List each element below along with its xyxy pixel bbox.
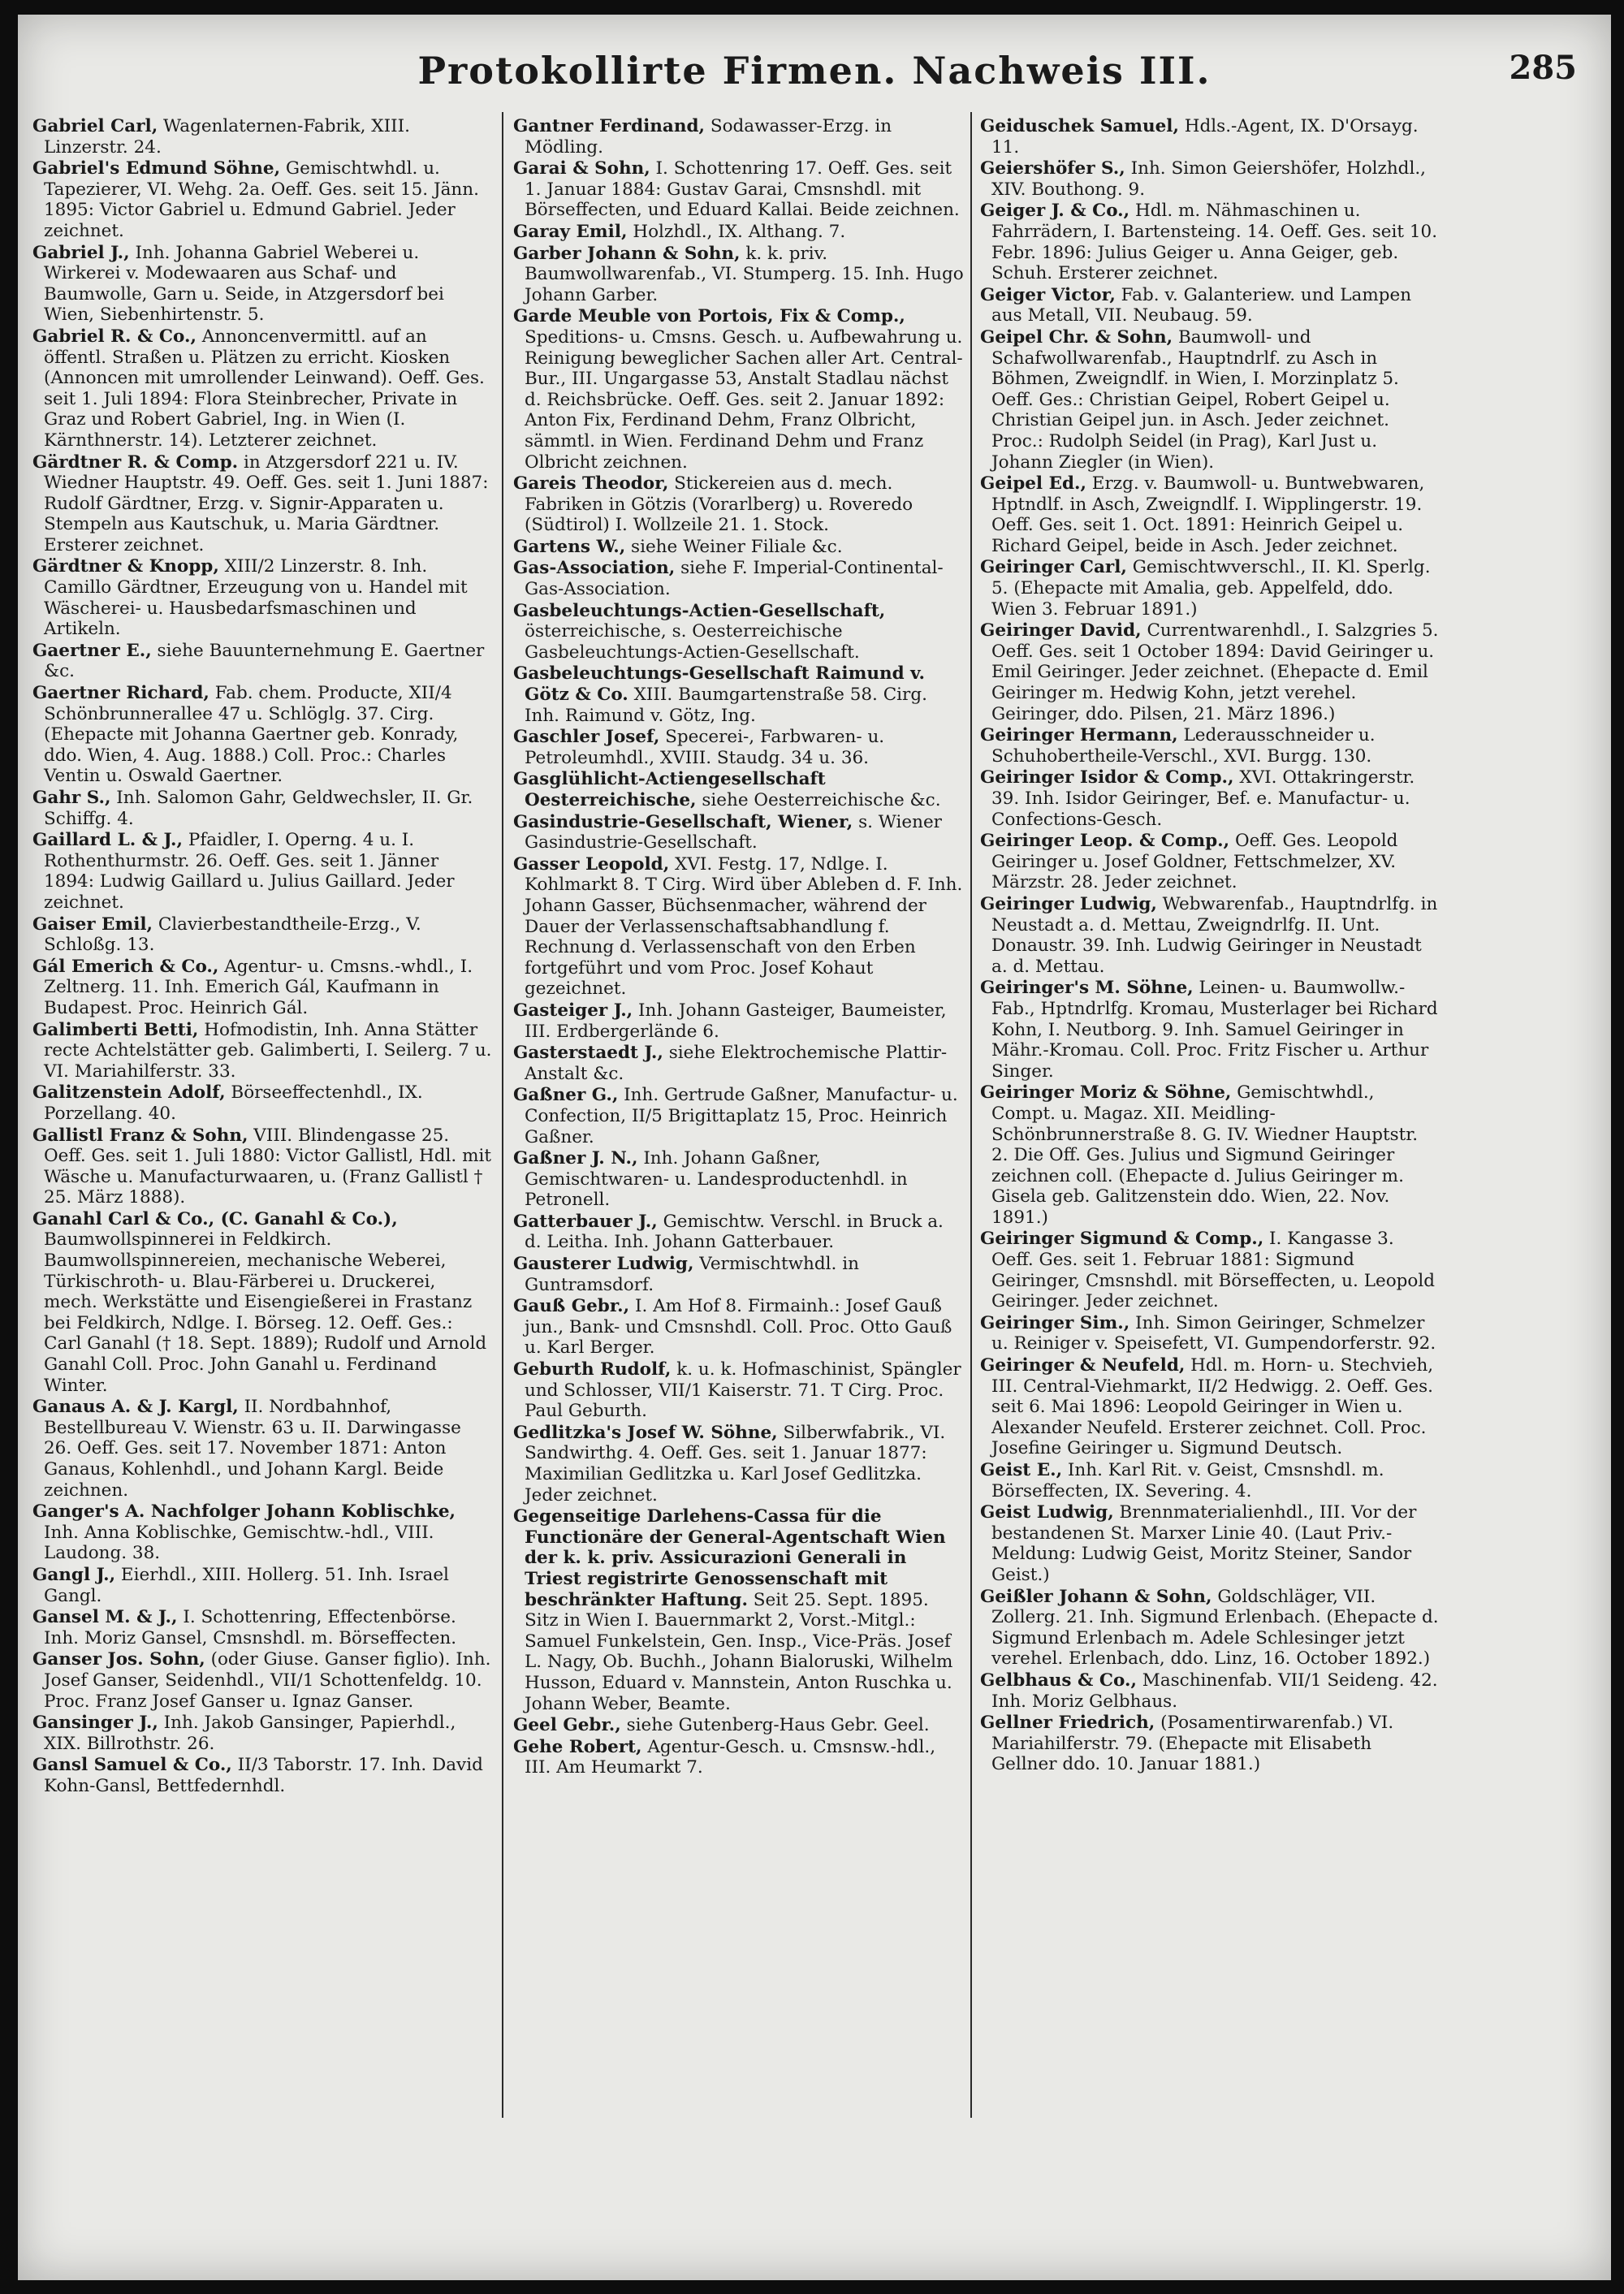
firm-details: Inh. Jakob Gansinger, Papierhdl., XIX. Billrothstr. 26. — [44, 1713, 456, 1754]
firm-name: Gangl J., — [32, 1564, 116, 1585]
firm-entry — [513, 537, 964, 558]
firm-name: Gaschler Josef, — [513, 727, 660, 748]
firm-entry — [32, 1397, 492, 1501]
firm-entry — [980, 725, 1439, 767]
firm-details: Wagenlaternen-Fabrik, XIII. Linzerstr. 24. — [44, 116, 410, 158]
firm-entry — [513, 558, 964, 599]
firm-entry — [513, 116, 964, 158]
firm-entry — [980, 1313, 1439, 1354]
firm-entry — [980, 1355, 1439, 1459]
firm-details: Hdl. m. Horn- u. Stechvieh, III. Central-Viehmarkt, II/2 Hedwigg. 2. Oeff. Ges. seit 6. Mai 1896: Leopold Geiringer in Wien u. Alexander Neufeld. Ersterer zeichnet. Coll. Proc. Josefine Geiringer u. Sigmund Deutsch. — [991, 1355, 1434, 1459]
page-header — [18, 49, 1611, 97]
firm-entry — [980, 831, 1439, 893]
firm-details: Brennmaterialienhdl., III. Vor der bestandenen St. Marxer Linie 40. (Laut Priv.-Meldung: Ludwig Geist, Moritz Steiner, Sandor Geist.) — [991, 1502, 1417, 1585]
firm-details: Lederausschneider u. Schuhobertheile-Verschl., XVI. Burgg. 130. — [991, 725, 1376, 767]
firm-name: Gaiser Emil, — [32, 914, 153, 935]
firm-details: Baumwollspinnerei in Feldkirch. Baumwollspinnereien, mechanische Weberei, Türkischroth- u. Blau-Färberei u. Druckerei, mech. Werkstätte und Eisengießerei in Frastanz bei Feldkirch, Ndlge. I. Börseg. 12. Oeff. Ges.: Carl Ganahl († 18. Sept. 1889); Rudolf und Arnold Ganahl Coll. Proc. John Ganahl u. Ferdinand Winter. — [44, 1229, 487, 1396]
firm-entry — [513, 1296, 964, 1359]
firm-entry — [513, 1148, 964, 1211]
firm-entry — [513, 306, 964, 473]
firm-details: Silberwfabrik., VI. Sandwirthg. 4. Oeff. Ges. seit 1. Januar 1877: Maximilian Gedlitzka u. Karl Josef Gedlitzka. Jeder zeichnet. — [525, 1422, 946, 1506]
firm-details: II. Nordbahnhof, Bestellbureau V. Wienstr. 63 u. II. Darwingasse 26. Oeff. Ges. seit 17. November 1871: Anton Ganaus, Kohlenhdl., und Johann Kargl. Beide zeichnen. — [44, 1397, 461, 1501]
firm-details: II/3 Taborstr. 17. Inh. David Kohn-Gansl, Bettfedernhdl. — [44, 1755, 483, 1796]
firm-name: Geiringer's M. Söhne, — [980, 978, 1194, 999]
firm-name: Gas-Association, — [513, 558, 676, 579]
firm-details: XIII. Baumgartenstraße 58. Cirg. Inh. Raimund v. Götz, Ing. — [525, 685, 927, 726]
firm-details: Clavierbestandtheile-Erzg., V. Schloßg. 13. — [44, 914, 421, 956]
firm-entry — [32, 641, 492, 682]
firm-entry — [32, 683, 492, 787]
firm-name: Gedlitzka's Josef W. Söhne, — [513, 1422, 778, 1443]
firm-details: Inh. Karl Rit. v. Geist, Cmsnshdl. m. Börseffecten, IX. Severing. 4. — [991, 1460, 1384, 1501]
firm-entry — [513, 473, 964, 536]
firm-name: Garai & Sohn, — [513, 158, 650, 179]
firm-details: Baumwoll- und Schafwollwarenfab., Hauptndrlf. zu Asch in Böhmen, Zweigndlf. in Wien, I. Morzinplatz 5. Oeff. Ges.: Christian Geipel, Robert Geipel u. Christian Geipel jun. in Asch. Jeder zeichnet. Proc.: Rudolph Seidel (in Prag), Karl Just u. Johann Ziegler (in Wien). — [991, 326, 1399, 473]
firm-details: Inh. Johann Gasteiger, Baumeister, III. Erdbergerlände 6. — [525, 1000, 947, 1042]
firm-name: Gansel M. & J., — [32, 1607, 178, 1628]
firm-entry — [513, 158, 964, 221]
firm-details: österreichische, s. Oesterreichische Gasbeleuchtungs-Actien-Gesellschaft. — [525, 621, 860, 663]
firm-details: (oder Giuse. Ganser figlio). Inh. Josef Ganser, Seidenhdl., VII/1 Schottenfeldg. 10. Proc. Franz Josef Ganser u. Ignaz Ganser. — [44, 1649, 491, 1712]
firm-name: Geburth Rudolf, — [513, 1359, 672, 1380]
firm-name: Garde Meuble von Portois, Fix & Comp., — [513, 306, 905, 327]
firm-name: Gaßner G., — [513, 1085, 619, 1106]
firm-name: Geiringer Isidor & Comp., — [980, 767, 1234, 788]
firm-details: VIII. Blindengasse 25. Oeff. Ges. seit 1. Juli 1880: Victor Gallistl, Hdl. mit Wäsche u. Manufacturwaaren, u. (Franz Gallistl † 25. März 1888). — [44, 1125, 491, 1208]
firm-entry — [980, 1082, 1439, 1228]
firm-details: Hdls.-Agent, IX. D'Orsayg. 11. — [991, 116, 1419, 158]
firm-entry — [32, 1713, 492, 1754]
firm-entry — [32, 914, 492, 956]
firm-details: Inh. Johanna Gabriel Weberei u. Wirkerei v. Modewaaren aus Schaf- und Baumwolle, Garn u. Seide, in Atzgersdorf bei Wien, Siebenhirtenstr. 5. — [44, 242, 444, 326]
firm-entry — [32, 1755, 492, 1796]
firm-name: Gatterbauer J., — [513, 1211, 658, 1232]
column-rule — [502, 112, 503, 2118]
firm-name: Garber Johann & Sohn, — [513, 243, 741, 264]
firm-details: I. Schottenring 17. Oeff. Ges. seit 1. Januar 1884: Gustav Garai, Cmsnshdl. mit Börseffecten, und Eduard Kallai. Beide zeichnen. — [525, 158, 960, 221]
firm-name: Ganaus A. & J. Kargl, — [32, 1397, 239, 1418]
firm-details: Goldschläger, VII. Zollerg. 21. Inh. Sigmund Erlenbach. (Ehepacte d. Sigmund Erlenbach m. Adele Schlesinger jetzt verehel. Erlenbach, ddo. Linz, 16. October 1892.) — [991, 1586, 1439, 1670]
firm-name: Gauß Gebr., — [513, 1296, 630, 1317]
firm-name: Ganahl Carl & Co., (C. Ganahl & Co.), — [32, 1208, 398, 1229]
firm-name: Geel Gebr., — [513, 1715, 621, 1736]
firm-entry — [32, 1607, 492, 1648]
firm-details: siehe Bauunternehmung E. Gaertner &c. — [44, 640, 485, 682]
firm-details: Oeff. Ges. Leopold Geiringer u. Josef Goldner, Fettschmelzer, XV. Märzstr. 28. Jeder zeichnet. — [991, 831, 1398, 893]
firm-details: Sodawasser-Erzg. in Mödling. — [525, 116, 892, 158]
firm-entry — [32, 1082, 492, 1124]
firm-details: k. u. k. Hofmaschinist, Spängler und Schlosser, VII/1 Kaiserstr. 71. T Cirg. Proc. Paul Geburth. — [525, 1359, 961, 1422]
firm-details: Currentwarenhdl., I. Salzgries 5. Oeff. Ges. seit 1 October 1894: David Geiringer u. Emil Geiringer. Jeder zeichnet. (Ehepacte d. Emil Geiringer m. Hedwig Kohn, jetzt verehel. Geiringer, ddo. Pilsen, 21. März 1896.) — [991, 620, 1439, 724]
firm-name: Gallistl Franz & Sohn, — [32, 1125, 248, 1146]
firm-name: Gartens W., — [513, 536, 626, 557]
firm-details: siehe Weiner Filiale &c. — [625, 536, 843, 557]
firm-details: siehe Elektrochemische Plattir-Anstalt &c. — [525, 1043, 948, 1084]
firm-name: Geiger J. & Co., — [980, 201, 1130, 222]
firm-entry — [32, 830, 492, 913]
firm-details: I. Kangasse 3. Oeff. Ges. seit 1. Februar 1881: Sigmund Geiringer, Cmsnshdl. mit Börseffecten, u. Leopold Geiringer. Jeder zeichnet. — [991, 1229, 1435, 1312]
firm-name: Gelbhaus & Co., — [980, 1670, 1137, 1691]
firm-name: Gaillard L. & J., — [32, 830, 184, 851]
firm-name: Garay Emil, — [513, 221, 628, 242]
firm-entry — [32, 1020, 492, 1082]
firm-name: Gasteiger J., — [513, 1000, 633, 1021]
firm-details: Fab. v. Galanteriew. und Lampen aus Metall, VII. Neubaug. 59. — [991, 284, 1412, 326]
firm-name: Geipel Ed., — [980, 473, 1086, 495]
firm-name: Geiringer Leop. & Comp., — [980, 831, 1230, 852]
firm-details: Vermischtwhdl. in Guntramsdorf. — [525, 1254, 859, 1295]
firm-entry — [980, 978, 1439, 1082]
firm-entry — [980, 1670, 1439, 1712]
firm-details: Webwarenfab., Hauptndrlfg. in Neustadt a. d. Mettau, Zweigndrlfg. II. Unt. Donaustr. 39. Inh. Ludwig Geiringer in Neustadt a. d. Mettau. — [991, 893, 1438, 977]
firm-entry — [980, 1713, 1439, 1775]
firm-name: Geiger Victor, — [980, 284, 1116, 305]
firm-name: Gasser Leopold, — [513, 853, 670, 875]
firm-entry — [513, 1254, 964, 1295]
firm-name: Gareis Theodor, — [513, 473, 669, 495]
firm-entry — [32, 326, 492, 451]
firm-details: Specerei-, Farbwaren- u. Petroleumhdl., XVIII. Staudg. 34 u. 36. — [525, 727, 885, 768]
firm-entry — [980, 767, 1439, 830]
firm-details: Inh. Anna Koblischke, Gemischtw.-hdl., VIII. Laudong. 38. — [44, 1522, 434, 1564]
firm-details: Fab. chem. Producte, XII/4 Schönbrunnerallee 47 u. Schlöglg. 37. Cirg. (Ehepacte mit Johanna Gaertner geb. Konrady, ddo. Wien, 4. Aug. 1888.) Coll. Proc.: Charles Ventin u. Oswald Gaertner. — [44, 683, 459, 787]
firm-name: Geiringer Carl, — [980, 557, 1127, 578]
firm-name: Geißler Johann & Sohn, — [980, 1586, 1212, 1607]
firm-details: siehe Oesterreichische &c. — [696, 790, 941, 810]
firm-entry — [32, 788, 492, 829]
firm-details: Holzhdl., IX. Althang. 7. — [627, 221, 846, 242]
column-left — [32, 116, 492, 2219]
firm-details: Erzg. v. Baumwoll- u. Buntwebwaren, Hptndlf. in Asch, Zweigndlf. I. Wipplingerstr. 19. Oeff. Ges. seit 1. Oct. 1891: Heinrich Geipel u. Richard Geipel, beide in Asch. Jeder zeichnet. — [991, 473, 1425, 556]
firm-name: Ganger's A. Nachfolger Johann Koblischke, — [32, 1501, 456, 1523]
firm-details: Inh. Salomon Gahr, Geldwechsler, II. Gr. Schiffg. 4. — [44, 788, 473, 829]
firm-entry — [980, 327, 1439, 473]
firm-entry — [32, 1501, 492, 1564]
firm-entry — [513, 1000, 964, 1042]
firm-name: Gaßner J. N., — [513, 1148, 638, 1169]
firm-entry — [513, 663, 964, 726]
firm-name: Gasterstaedt J., — [513, 1043, 663, 1064]
firm-entry — [980, 1460, 1439, 1501]
firm-details: Agentur-Gesch. u. Cmsnsw.-hdl., III. Am Heumarkt 7. — [525, 1736, 936, 1778]
firm-name: Geipel Chr. & Sohn, — [980, 326, 1173, 348]
firm-name: Geiringer Sim., — [980, 1312, 1130, 1333]
firm-name: Gansl Samuel & Co., — [32, 1755, 232, 1776]
firm-name: Galimberti Betti, — [32, 1019, 199, 1040]
firm-entry — [980, 473, 1439, 556]
firm-entry — [513, 222, 964, 243]
firm-entry — [32, 556, 492, 639]
page-number: 285 — [1509, 49, 1577, 87]
firm-details: Maschinenfab. VII/1 Seideng. 42. Inh. Moriz Gelbhaus. — [991, 1670, 1438, 1712]
firm-entry — [513, 601, 964, 663]
firm-details: in Atzgersdorf 221 u. IV. Wiedner Hauptstr. 49. Oeff. Ges. seit 1. Juni 1887: Rudolf Gärdtner, Erzg. v. Signir-Apparaten u. Stempeln aus Kautschuk, u. Maria Gärdtner. Ersterer zeichnet. — [44, 451, 489, 555]
firm-name: Gehe Robert, — [513, 1736, 642, 1757]
firm-entry — [980, 285, 1439, 326]
firm-name: Gasbeleuchtungs-Gesellschaft Raimund v. Götz & Co. — [513, 663, 925, 706]
page-title: Protokollirte Firmen. Nachweis III. — [417, 49, 1212, 93]
firm-name: Geiringer Moriz & Söhne, — [980, 1082, 1232, 1104]
firm-name: Gahr S., — [32, 788, 111, 808]
firm-entry — [513, 769, 964, 810]
firm-details: Gemischtwverschl., II. Kl. Sperlg. 5. (Ehepacte mit Amalia, geb. Appelfeld, ddo. Wien 3. Februar 1891.) — [991, 557, 1431, 620]
firm-details: Stickereien aus d. mech. Fabriken in Götzis (Vorarlberg) u. Roveredo (Südtirol) I. Wollzeile 21. 1. Stock. — [525, 473, 914, 536]
firm-details: XVI. Ottakringerstr. 39. Inh. Isidor Geiringer, Bef. e. Manufactur- u. Confections-Gesch. — [991, 767, 1415, 830]
firm-name: Gantner Ferdinand, — [513, 116, 705, 136]
firm-entry — [513, 1506, 964, 1714]
firm-name: Geiringer Ludwig, — [980, 893, 1157, 914]
firm-details: siehe Gutenberg-Haus Gebr. Geel. — [620, 1715, 930, 1736]
firm-name: Geiringer & Neufeld, — [980, 1355, 1186, 1376]
firm-name: Geiringer David, — [980, 620, 1142, 642]
firm-entry — [980, 201, 1439, 283]
firm-entry — [980, 1502, 1439, 1585]
firm-details: siehe F. Imperial-Continental-Gas-Association. — [525, 558, 944, 600]
firm-name: Gausterer Ludwig, — [513, 1254, 694, 1275]
firm-name: Gärdtner & Knopp, — [32, 556, 219, 577]
firm-entry — [32, 452, 492, 556]
firm-entry — [980, 557, 1439, 620]
firm-name: Gasindustrie-Gesellschaft, Wiener, — [513, 811, 853, 832]
firm-entry — [980, 1587, 1439, 1670]
column-rule — [970, 112, 972, 2118]
firm-name: Geiduschek Samuel, — [980, 116, 1179, 136]
firm-name: Geiringer Sigmund & Comp., — [980, 1229, 1264, 1250]
firm-entry — [32, 1209, 492, 1396]
firm-details: Annoncenvermittl. auf an öffentl. Straßen u. Plätzen zu erricht. Kiosken (Annoncen mit umrollender Leinwand). Oeff. Ges. seit 1. Juli 1894: Flora Steinbrecher, Private in Graz und Robert Gabriel, Ing. in Wien (I. Kärnthnerstr. 14). Letzterer zeichnet. — [44, 326, 485, 451]
firm-entry — [32, 158, 492, 241]
firm-entry — [32, 243, 492, 326]
firm-details: Seit 25. Sept. 1895. Sitz in Wien I. Bauernmarkt 2, Vorst.-Mitgl.: Samuel Funkelstein, Gen. Insp., Vice-Präs. Josef L. Nagy, Ob. Buchh., Johann Bialoruski, Wilhelm Husson, Eduard v. Mannstein, Anton Ruschka u. Johann Weber, Beamte. — [525, 1589, 953, 1714]
firm-details: s. Wiener Gasindustrie-Gesellschaft. — [525, 811, 942, 853]
firm-entry — [513, 727, 964, 768]
firm-entry — [513, 1043, 964, 1084]
firm-details: Inh. Simon Geiershöfer, Holzhdl., XIV. Bouthong. 9. — [991, 158, 1426, 200]
firm-name: Gasbeleuchtungs-Actien-Gesellschaft, — [513, 600, 886, 621]
firm-details: Pfaidler, I. Operng. 4 u. I. Rothenthurmstr. 26. Oeff. Ges. seit 1. Jänner 1894: Ludwig Gaillard u. Julius Gaillard. Jeder zeichnet. — [44, 830, 455, 913]
firm-details: Leinen- u. Baumwollw.-Fab., Hptndrlfg. Kromau, Musterlager bei Richard Kohn, I. Neutborg. 9. Inh. Samuel Geiringer in Mähr.-Kromau. Coll. Proc. Fritz Fischer u. Arthur Singer. — [991, 978, 1438, 1082]
column-right — [980, 116, 1439, 2219]
firm-name: Gansinger J., — [32, 1713, 158, 1734]
firm-name: Gaertner E., — [32, 640, 152, 661]
firm-details: Börseeffectenhdl., IX. Porzellang. 40. — [44, 1082, 423, 1124]
firm-name: Ganser Jos. Sohn, — [32, 1649, 205, 1670]
firm-entry — [32, 1649, 492, 1712]
firm-entry — [513, 1212, 964, 1253]
firm-name: Gabriel J., — [32, 242, 130, 263]
firm-details: XIII/2 Linzerstr. 8. Inh. Camillo Gärdtner, Erzeugung von u. Handel mit Wäscherei- u. Hausbedarfsmaschinen und Artikeln. — [44, 556, 468, 640]
firm-entry — [513, 812, 964, 853]
firm-name: Geist E., — [980, 1460, 1063, 1480]
firm-entry — [513, 1085, 964, 1147]
firm-details: XVI. Festg. 17, Ndlge. I. Kohlmarkt 8. T Cirg. Wird über Ableben d. F. Inh. Johann Gasser, Büchsenmacher, während der Dauer der Verlassenschaftsabhandlung f. Rechnung d. Verlassenschaft von den Erben fortgeführt und vom Proc. Josef Kohaut gezeichnet. — [525, 853, 963, 1000]
firm-entry — [980, 894, 1439, 977]
firm-entry — [513, 1423, 964, 1506]
firm-entry — [32, 1565, 492, 1606]
firm-details: Agentur- u. Cmsns.-whdl., I. Zeltnerg. 11. Inh. Emerich Gál, Kaufmann in Budapest. Proc. Heinrich Gál. — [44, 956, 473, 1018]
firm-name: Gabriel Carl, — [32, 116, 158, 136]
firm-details: Inh. Simon Geiringer, Schmelzer u. Reiniger v. Speisefett, VI. Gumpendorferstr. 92. — [991, 1312, 1436, 1354]
firm-details: Inh. Gertrude Gaßner, Manufactur- u. Confection, II/5 Brigittaplatz 15, Proc. Heinrich Gaßner. — [525, 1085, 958, 1147]
firm-name: Galitzenstein Adolf, — [32, 1082, 226, 1104]
firm-details: Hofmodistin, Inh. Anna Stätter recte Achtelstätter geb. Galimberti, I. Seilerg. 7 u. VI. Mariahilferstr. 33. — [44, 1019, 492, 1082]
firm-name: Gegenseitige Darlehens-Cassa für die Functionäre der General-Agentschaft Wien der k. k. priv. Assicurazioni Generali in Triest registrirte Genossenschaft mit beschränkter Haftung. — [513, 1506, 946, 1610]
firm-entry — [980, 620, 1439, 724]
firm-entry — [513, 1715, 964, 1736]
firm-name: Geiershöfer S., — [980, 158, 1125, 179]
column-middle — [513, 116, 964, 2219]
firm-details: Hdl. m. Nähmaschinen u. Fahrrädern, I. Bartensteing. 14. Oeff. Ges. seit 10. Febr. 1896: Julius Geiger u. Anna Geiger, geb. Schuh. Ersterer zeichnet. — [991, 201, 1438, 284]
firm-details: I. Schottenring, Effectenbörse. Inh. Moriz Gansel, Cmsnshdl. m. Börseffecten. — [44, 1607, 457, 1648]
firm-entry — [32, 116, 492, 158]
firm-name: Gabriel R. & Co., — [32, 326, 197, 347]
firm-details: Gemischtw. Verschl. in Bruck a. d. Leitha. Inh. Johann Gatterbauer. — [525, 1211, 944, 1253]
firm-entry — [513, 1359, 964, 1422]
firm-entry — [513, 854, 964, 1000]
firm-name: Gaertner Richard, — [32, 683, 209, 704]
firm-details: Eierhdl., XIII. Hollerg. 51. Inh. Israel Gangl. — [44, 1564, 449, 1606]
firm-details: k. k. priv. Baumwollwarenfab., VI. Stumperg. 15. Inh. Hugo Johann Garber. — [525, 243, 964, 305]
firm-entry — [513, 244, 964, 306]
firm-name: Geiringer Hermann, — [980, 725, 1178, 746]
firm-details: Inh. Johann Gaßner, Gemischtwaren- u. Landesproductenhdl. in Petronell. — [525, 1148, 908, 1211]
firm-entry — [513, 1737, 964, 1778]
firm-details: I. Am Hof 8. Firmainh.: Josef Gauß jun., Bank- und Cmsnshdl. Coll. Proc. Otto Gauß u. Karl Berger. — [525, 1296, 952, 1359]
firm-name: Geist Ludwig, — [980, 1502, 1114, 1523]
firm-entry — [980, 158, 1439, 200]
firm-entry — [980, 1229, 1439, 1311]
firm-name: Gellner Friedrich, — [980, 1713, 1155, 1734]
firm-entry — [32, 1125, 492, 1208]
firm-details: Gemischtwhdl., Compt. u. Magaz. XII. Meidling-Schönbrunnerstraße 8. G. IV. Wiedner Hauptstr. 2. Die Off. Ges. Julius und Sigmund Geiringer zeichnen coll. (Ehepacte d. Julius Geiringer m. Gisela geb. Galitzenstein ddo. Wien, 22. Nov. 1891.) — [991, 1082, 1419, 1228]
firm-name: Gärdtner R. & Comp. — [32, 451, 239, 473]
directory-page — [18, 15, 1611, 2280]
firm-details: (Posamentirwarenfab.) VI. Mariahilferstr. 79. (Ehepacte mit Elisabeth Gellner ddo. 10. Januar 1881.) — [991, 1713, 1394, 1775]
firm-name: Gabriel's Edmund Söhne, — [32, 158, 281, 179]
firm-entry — [980, 116, 1439, 158]
firm-name: Gasglühlicht-Actiengesellschaft Oesterreichische, — [513, 769, 826, 810]
firm-details: Speditions- u. Cmsns. Gesch. u. Aufbewahrung u. Reinigung beweglicher Sachen aller Art. Central-Bur., III. Ungargasse 53, Anstalt Stadlau nächst d. Reichsbrücke. Oeff. Ges. seit 2. Januar 1892: Anton Fix, Ferdinand Dehm, Franz Olbricht, sämmtl. in Wien. Ferdinand Dehm und Franz Olbricht zeichnen. — [525, 326, 963, 473]
firm-name: Gál Emerich & Co., — [32, 956, 219, 977]
firm-details: Gemischtwhdl. u. Tapezierer, VI. Wehg. 2a. Oeff. Ges. seit 15. Jänn. 1895: Victor Gabriel u. Edmund Gabriel. Jeder zeichnet. — [44, 158, 479, 241]
firm-entry — [32, 957, 492, 1019]
